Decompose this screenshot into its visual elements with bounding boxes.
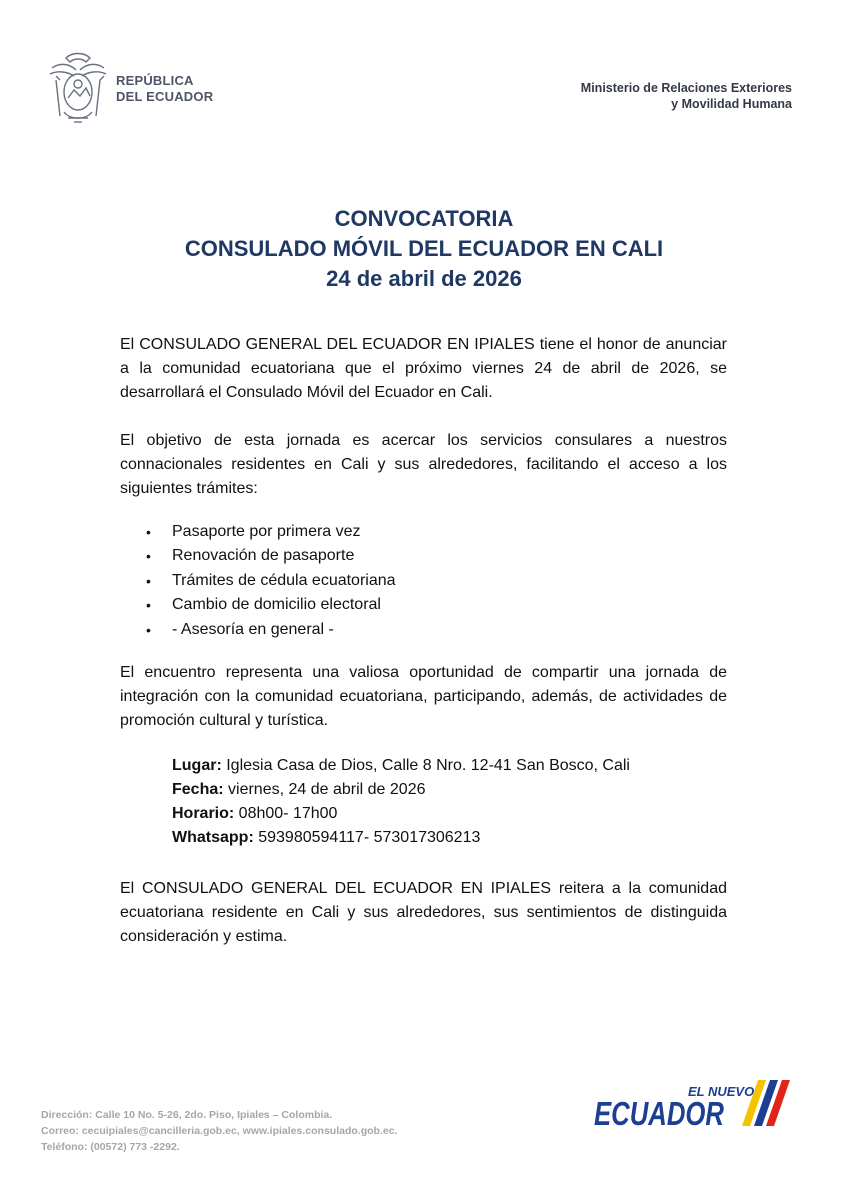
list-item: • Pasaporte por primera vez	[120, 520, 396, 544]
services-list	[120, 520, 396, 642]
lugar-value: Iglesia Casa de Dios, Calle 8 Nro. 12-41 San Bosco, Cali	[221, 757, 630, 774]
list-item: • - Asesoría en general -	[120, 618, 396, 642]
horario-label: Horario:	[172, 805, 235, 822]
brand-line1: EL NUEVO	[688, 1084, 755, 1099]
title-line3: 24 de abril de 2026	[326, 266, 522, 291]
republica-logo	[46, 50, 213, 128]
event-details	[172, 754, 630, 850]
list-item: • Cambio de domicilio electoral	[120, 593, 396, 617]
paragraph-opportunity: El encuentro representa una valiosa oportunidad de compartir una jornada de integración con la comunidad ecuatoriana, participando, además, de actividades de promoción cultural y turística.	[120, 664, 727, 729]
detail-fecha	[172, 778, 630, 802]
ministry-name	[581, 80, 792, 112]
whatsapp-value: 593980594117- 573017306213	[253, 829, 481, 846]
detail-lugar	[172, 754, 630, 778]
lugar-label: Lugar:	[172, 757, 222, 774]
ministry-line1: Ministerio de Relaciones Exteriores	[580, 81, 792, 95]
el-nuevo-ecuador-logo	[590, 1076, 800, 1136]
detail-whatsapp	[172, 826, 630, 850]
list-item: • Renovación de pasaporte	[120, 544, 396, 568]
footer-contact	[41, 1107, 397, 1155]
paragraph-closing: El CONSULADO GENERAL DEL ECUADOR EN IPIALES reitera a la comunidad ecuatoriana residente en Cali y sus alrededores, sus sentimientos de distinguida consideración y estima.	[120, 880, 727, 945]
title-line1: CONVOCATORIA	[334, 206, 514, 231]
footer-address: Dirección: Calle 10 No. 5-26, 2do. Piso, Ipiales – Colombia.	[41, 1109, 333, 1121]
republica-line1: REPÚBLICA	[116, 73, 194, 88]
coat-of-arms-icon	[46, 50, 110, 128]
paragraph-intro: El CONSULADO GENERAL DEL ECUADOR EN IPIALES tiene el honor de anunciar a la comunidad ecuatoriana que el próximo viernes 24 de abril de 2026, se desarrollará el Consulado Móvil del Ecuador en Cali.	[120, 336, 727, 401]
footer-phone: Teléfono: (00572) 773 -2292.	[41, 1141, 180, 1153]
fecha-label: Fecha:	[172, 781, 224, 798]
republica-line2: DEL ECUADOR	[116, 89, 214, 104]
paragraph-objective: El objetivo de esta jornada es acercar los servicios consulares a nuestros connacionales residentes en Cali y sus alrededores, facilitando el acceso a los siguientes trámites:	[120, 432, 727, 497]
detail-horario	[172, 802, 630, 826]
brand-line2: ECUADOR	[594, 1095, 725, 1132]
footer-email: Correo: cecuipiales@cancilleria.gob.ec, www.ipiales.consulado.gob.ec.	[41, 1125, 398, 1137]
fecha-value: viernes, 24 de abril de 2026	[223, 781, 426, 798]
title-line2: CONSULADO MÓVIL DEL ECUADOR EN CALI	[184, 236, 664, 261]
list-item: • Trámites de cédula ecuatoriana	[120, 569, 396, 593]
document-title	[0, 204, 848, 294]
whatsapp-label: Whatsapp:	[172, 829, 254, 846]
ministry-line2: y Movilidad Humana	[671, 97, 792, 111]
horario-value: 08h00- 17h00	[234, 805, 338, 822]
